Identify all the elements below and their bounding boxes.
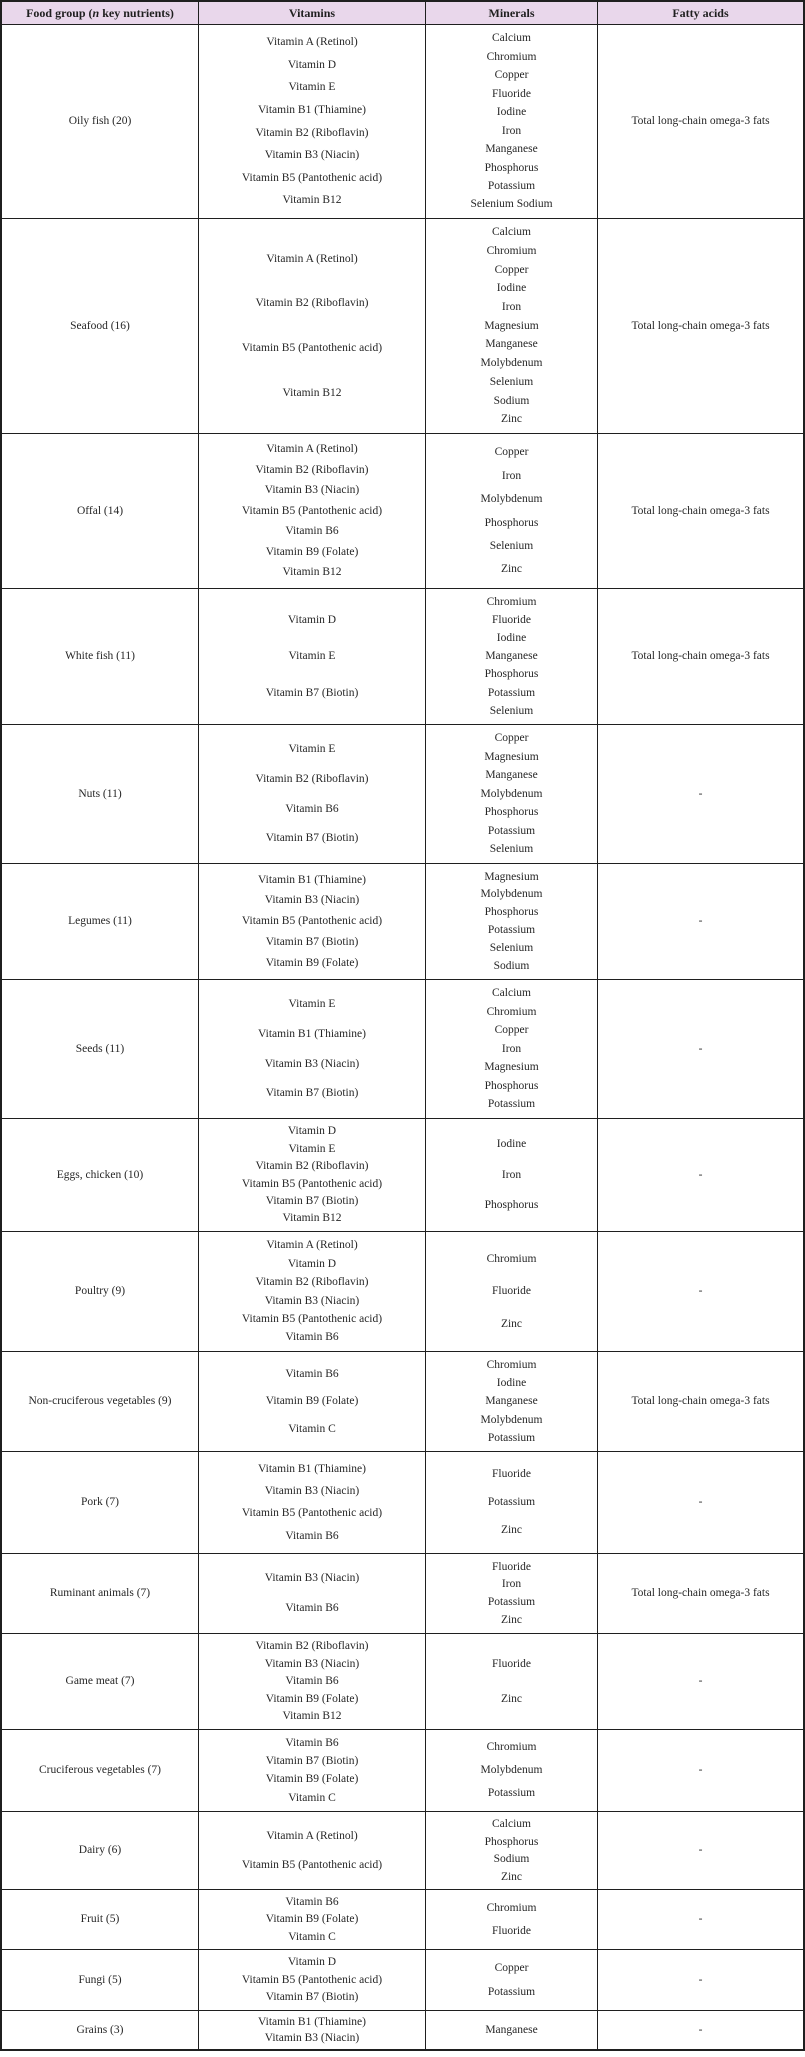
nutrient-item: Manganese [485, 1395, 538, 1408]
nutrient-item: Molybdenum [480, 888, 543, 901]
nutrient-item: Vitamin B9 (Folate) [265, 1773, 359, 1786]
nutrient-item: Vitamin B7 (Biotin) [265, 832, 359, 845]
nutrient-item: Molybdenum [480, 357, 543, 370]
nutrient-item: Calcium [492, 32, 531, 45]
nutrient-item: Vitamin B12 [282, 566, 342, 579]
nutrient-item: Potassium [487, 1098, 536, 1111]
nutrient-item: Sodium [493, 1853, 530, 1866]
nutrient-item: Iron [501, 1042, 522, 1055]
fatty-acids-value: - [698, 1844, 703, 1857]
nutrient-item: Chromium [486, 1358, 537, 1371]
table-row [2, 1889, 803, 1949]
cell-fatty-acids [597, 1634, 803, 1729]
nutrient-item: Zinc [500, 563, 523, 576]
nutrient-item: Vitamin E [288, 998, 336, 1011]
fatty-acids-value: - [698, 787, 703, 800]
fatty-acids-value: - [698, 1913, 703, 1926]
nutrient-item: Selenium [489, 375, 534, 388]
nutrient-item: Vitamin A (Retinol) [266, 1829, 358, 1842]
nutrient-item: Vitamin B6 [285, 1331, 339, 1344]
nutrient-item: Phosphorus [484, 1079, 539, 1092]
cell-food-group [2, 864, 198, 979]
cell-vitamins [198, 434, 425, 588]
cell-minerals [425, 1730, 597, 1811]
nutrient-item: Vitamin B6 [285, 1602, 339, 1615]
nutrient-item: Vitamin D [287, 1956, 337, 1969]
food-group-label: Legumes (11) [68, 915, 132, 928]
food-group-label: White fish (11) [65, 650, 135, 663]
cell-fatty-acids [597, 1730, 803, 1811]
nutrient-item: Vitamin B2 (Riboflavin) [255, 126, 369, 139]
cell-food-group [2, 1452, 198, 1553]
nutrient-item: Vitamin D [287, 58, 337, 71]
food-group-label: Game meat (7) [65, 1675, 135, 1688]
column-header-food-group [2, 2, 198, 24]
nutrient-item: Magnesium [484, 319, 539, 332]
cell-food-group [2, 1812, 198, 1889]
nutrient-item: Chromium [486, 1901, 537, 1914]
nutrient-item: Potassium [487, 1431, 536, 1444]
table-row [2, 1118, 803, 1231]
cell-minerals [425, 219, 597, 433]
nutrient-item: Vitamin B1 (Thiamine) [258, 873, 366, 886]
cell-fatty-acids [597, 1890, 803, 1949]
cell-vitamins [198, 589, 425, 724]
nutrient-item: Vitamin B5 (Pantothenic acid) [241, 1312, 383, 1325]
food-group-label: Ruminant animals (7) [49, 1587, 151, 1600]
column-header-vitamins-label: Vitamins [288, 5, 336, 20]
cell-minerals [425, 1452, 597, 1553]
nutrient-item: Potassium [487, 179, 536, 192]
nutrient-item: Selenium [489, 942, 534, 955]
table-row [2, 1633, 803, 1729]
nutrient-item: Phosphorus [484, 516, 539, 529]
cell-fatty-acids [597, 219, 803, 433]
cell-minerals [425, 589, 597, 724]
cell-fatty-acids [597, 1554, 803, 1633]
cell-food-group [2, 1634, 198, 1729]
nutrient-item: Manganese [485, 769, 538, 782]
cell-fatty-acids [597, 1812, 803, 1889]
cell-minerals [425, 1634, 597, 1729]
nutrient-item: Vitamin C [288, 1930, 336, 1943]
column-header-fatty-acids [597, 2, 803, 24]
nutrient-item: Vitamin B3 (Niacin) [264, 484, 360, 497]
fatty-acids-value: Total long-chain omega-3 fats [631, 504, 770, 517]
nutrient-item: Vitamin B9 (Folate) [265, 545, 359, 558]
nutrient-item: Molybdenum [480, 1413, 543, 1426]
nutrient-item: Sodium [493, 960, 530, 973]
fatty-acids-value: Total long-chain omega-3 fats [631, 1587, 770, 1600]
nutrient-item: Potassium [487, 1596, 536, 1609]
column-header-fatty-acids-label: Fatty acids [672, 5, 729, 20]
food-group-label: Non-cruciferous vegetables (9) [28, 1395, 172, 1408]
nutrient-item: Vitamin B12 [282, 1710, 342, 1723]
nutrient-item: Iodine [496, 1377, 527, 1390]
food-group-label: Dairy (6) [78, 1844, 122, 1857]
nutrient-item: Vitamin B1 (Thiamine) [258, 1462, 366, 1475]
fatty-acids-value: Total long-chain omega-3 fats [631, 1395, 770, 1408]
nutrient-item: Copper [494, 1962, 529, 1975]
nutrient-item: Molybdenum [480, 493, 543, 506]
cell-minerals [425, 864, 597, 979]
cell-food-group [2, 434, 198, 588]
cell-minerals [425, 1119, 597, 1231]
nutrient-item: Vitamin B9 (Folate) [265, 1913, 359, 1926]
food-group-label: Fruit (5) [80, 1913, 120, 1926]
cell-food-group [2, 1730, 198, 1811]
nutrient-item: Vitamin A (Retinol) [266, 443, 358, 456]
nutrient-item: Vitamin B5 (Pantothenic acid) [241, 915, 383, 928]
cell-minerals [425, 725, 597, 863]
nutrient-item: Phosphorus [484, 161, 539, 174]
cell-fatty-acids [597, 1119, 803, 1231]
nutrient-item: Vitamin B5 (Pantothenic acid) [241, 504, 383, 517]
nutrient-item: Vitamin B12 [282, 387, 342, 400]
nutrient-item: Manganese [485, 338, 538, 351]
cell-food-group [2, 725, 198, 863]
fatty-acids-value: - [698, 1675, 703, 1688]
food-group-label: Grains (3) [76, 2023, 124, 2036]
nutrient-item: Vitamin B3 (Niacin) [264, 149, 360, 162]
column-header-food-group-label: Food group (n key nutrients) [26, 5, 174, 20]
nutrient-item: Phosphorus [484, 1835, 539, 1848]
nutrient-item: Vitamin A (Retinol) [266, 1239, 358, 1252]
cell-food-group [2, 1890, 198, 1949]
nutrient-item: Vitamin B1 (Thiamine) [258, 1027, 366, 1040]
fatty-acids-value: - [698, 1168, 703, 1181]
cell-fatty-acids [597, 725, 803, 863]
fatty-acids-value: - [698, 1042, 703, 1055]
nutrient-item: Zinc [500, 1317, 523, 1330]
nutrient-item: Chromium [486, 245, 537, 257]
table-row [2, 433, 803, 588]
nutrient-item: Manganese [485, 143, 538, 156]
nutrient-item: Iodine [496, 106, 527, 119]
nutrient-item: Fluoride [492, 1285, 531, 1298]
nutrient-item: Vitamin B5 (Pantothenic acid) [241, 1858, 383, 1871]
cell-minerals [425, 2011, 597, 2049]
nutrient-item: Phosphorus [484, 1199, 539, 1212]
table-row [2, 24, 803, 218]
nutrient-item: Vitamin B2 (Riboflavin) [255, 1276, 369, 1289]
nutrient-item: Iron [501, 301, 522, 314]
nutrient-item: Vitamin E [288, 1142, 336, 1155]
nutrient-item: Vitamin D [287, 613, 337, 626]
nutrient-item: Vitamin E [288, 81, 336, 94]
column-header-minerals [425, 2, 597, 24]
nutrient-item: Vitamin E [288, 650, 336, 663]
cell-vitamins [198, 1634, 425, 1729]
nutrient-item: Vitamin B3 (Niacin) [264, 1485, 360, 1498]
nutrient-item: Vitamin B2 (Riboflavin) [255, 1160, 369, 1173]
cell-fatty-acids [597, 1950, 803, 2010]
nutrient-item: Calcium [492, 1818, 531, 1831]
cell-food-group [2, 25, 198, 218]
nutrient-item: Potassium [487, 1787, 536, 1800]
food-group-label: Cruciferous vegetables (7) [39, 1764, 161, 1777]
nutrient-item: Vitamin B3 (Niacin) [264, 1294, 360, 1307]
nutrient-item: Zinc [500, 1692, 523, 1705]
nutrient-item: Zinc [500, 1614, 523, 1627]
nutrient-item: Vitamin B5 (Pantothenic acid) [241, 342, 383, 355]
cell-vitamins [198, 1890, 425, 1949]
nutrient-item: Selenium [489, 843, 534, 856]
nutrient-item: Phosphorus [484, 668, 539, 681]
nutrient-item: Vitamin B12 [282, 194, 342, 207]
nutrient-item: Vitamin B6 [285, 1529, 339, 1542]
nutrient-item: Iodine [496, 1138, 527, 1151]
cell-vitamins [198, 1119, 425, 1231]
cell-vitamins [198, 1452, 425, 1553]
cell-vitamins [198, 1730, 425, 1811]
cell-fatty-acids [597, 589, 803, 724]
fatty-acids-value: Total long-chain omega-3 fats [631, 650, 770, 663]
cell-fatty-acids [597, 434, 803, 588]
cell-fatty-acids [597, 864, 803, 979]
cell-food-group [2, 1119, 198, 1231]
nutrient-item: Chromium [486, 595, 537, 608]
column-header-minerals-label: Minerals [488, 5, 535, 20]
nutrient-item: Vitamin B12 [282, 1212, 342, 1225]
cell-food-group [2, 1950, 198, 2010]
nutrient-item: Vitamin B5 (Pantothenic acid) [241, 1507, 383, 1520]
nutrient-item: Manganese [485, 2023, 538, 2036]
cell-fatty-acids [597, 980, 803, 1118]
nutrient-item: Vitamin B6 [285, 1895, 339, 1908]
table-header-row [2, 2, 803, 24]
nutrient-item: Vitamin B6 [285, 1675, 339, 1688]
nutrient-item: Phosphorus [484, 906, 539, 919]
cell-fatty-acids [597, 1232, 803, 1351]
nutrient-item: Iodine [496, 282, 527, 295]
nutrient-item: Molybdenum [480, 1764, 543, 1777]
nutrient-item: Potassium [487, 924, 536, 937]
nutrient-item: Vitamin B6 [285, 1736, 339, 1749]
nutrient-item: Zinc [500, 1870, 523, 1883]
fatty-acids-value: - [698, 1764, 703, 1777]
nutrient-item: Vitamin B7 (Biotin) [265, 686, 359, 699]
nutrient-item: Vitamin B7 (Biotin) [265, 1755, 359, 1768]
table-row [2, 1811, 803, 1889]
nutrient-item: Selenium [489, 704, 534, 717]
cell-food-group [2, 1554, 198, 1633]
cell-fatty-acids [597, 25, 803, 218]
cell-food-group [2, 1232, 198, 1351]
nutrient-item: Fluoride [492, 613, 531, 626]
fatty-acids-value: - [698, 1285, 703, 1298]
nutrient-item: Fluoride [492, 1468, 531, 1481]
nutrient-item: Vitamin B2 (Riboflavin) [255, 463, 369, 476]
nutrient-item: Vitamin B7 (Biotin) [265, 1194, 359, 1207]
table-row [2, 724, 803, 863]
nutrient-item: Vitamin B5 (Pantothenic acid) [241, 171, 383, 184]
cell-minerals [425, 1352, 597, 1451]
cell-vitamins [198, 1554, 425, 1633]
nutrient-item: Copper [494, 446, 529, 459]
cell-minerals [425, 25, 597, 218]
nutrient-item: Vitamin B9 (Folate) [265, 1692, 359, 1705]
cell-vitamins [198, 1352, 425, 1451]
nutrient-item: Vitamin B5 (Pantothenic acid) [241, 1973, 383, 1986]
nutrient-item: Manganese [485, 650, 538, 663]
nutrient-item: Zinc [500, 1524, 523, 1537]
cell-food-group [2, 219, 198, 433]
nutrient-item: Vitamin B7 (Biotin) [265, 1087, 359, 1100]
nutrient-item: Vitamin B1 (Thiamine) [258, 2015, 366, 2028]
nutrient-item: Vitamin E [288, 743, 336, 756]
nutrient-item: Vitamin B2 (Riboflavin) [255, 1640, 369, 1653]
nutrient-item: Vitamin B3 (Niacin) [264, 1572, 360, 1585]
nutrient-item: Chromium [486, 1005, 537, 1018]
nutrient-item: Potassium [487, 824, 536, 837]
nutrient-item: Magnesium [484, 870, 539, 883]
nutrient-item: Copper [494, 69, 529, 82]
fatty-acids-value: - [698, 2023, 703, 2036]
nutrient-item: Iron [501, 469, 522, 482]
table-row [2, 1949, 803, 2010]
nutrient-item: Magnesium [484, 1061, 539, 1074]
nutrient-item: Vitamin B2 (Riboflavin) [255, 297, 369, 310]
nutrient-item: Vitamin B7 (Biotin) [265, 936, 359, 949]
nutrient-item: Vitamin B2 (Riboflavin) [255, 772, 369, 785]
food-group-label: Eggs, chicken (10) [56, 1168, 144, 1181]
food-group-label: Poultry (9) [74, 1285, 126, 1298]
fatty-acids-value: - [698, 1496, 703, 1509]
fatty-acids-value: Total long-chain omega-3 fats [631, 319, 770, 332]
table-row [2, 1451, 803, 1553]
food-group-label: Offal (14) [76, 504, 124, 517]
fatty-acids-value: Total long-chain omega-3 fats [631, 115, 770, 128]
cell-vitamins [198, 1812, 425, 1889]
food-group-label: Nuts (11) [78, 787, 122, 800]
table-row [2, 2010, 803, 2049]
cell-vitamins [198, 1232, 425, 1351]
nutrient-item: Vitamin B3 (Niacin) [264, 894, 360, 907]
table-row [2, 1729, 803, 1811]
cell-vitamins [198, 980, 425, 1118]
cell-minerals [425, 1890, 597, 1949]
nutrient-item: Zinc [500, 413, 523, 426]
nutrient-item: Fluoride [492, 1560, 531, 1573]
nutrient-item: Vitamin B1 (Thiamine) [258, 104, 366, 116]
nutrient-item: Copper [494, 263, 529, 276]
cell-vitamins [198, 25, 425, 218]
nutrient-item: Vitamin D [287, 1257, 337, 1270]
cell-food-group [2, 1352, 198, 1451]
nutrient-item: Vitamin B9 (Folate) [265, 1395, 359, 1408]
nutrient-item: Calcium [492, 987, 531, 1000]
table-row [2, 863, 803, 979]
nutrient-item: Sodium [493, 394, 530, 407]
nutrient-item: Magnesium [484, 750, 539, 763]
cell-fatty-acids [597, 1352, 803, 1451]
nutrient-item: Vitamin B3 (Niacin) [264, 1657, 360, 1670]
food-group-label: Seeds (11) [75, 1042, 125, 1055]
fatty-acids-value: - [698, 1973, 703, 1986]
table-row [2, 1553, 803, 1633]
nutrient-item: Vitamin B6 [285, 1367, 339, 1380]
nutrient-item: Vitamin B3 (Niacin) [264, 1057, 360, 1070]
cell-fatty-acids [597, 2011, 803, 2049]
nutrient-item: Copper [494, 732, 529, 745]
nutrient-item: Vitamin D [287, 1125, 337, 1138]
food-group-label: Seafood (16) [70, 319, 130, 332]
nutrient-item: Potassium [487, 686, 536, 699]
nutrient-item: Calcium [492, 226, 531, 239]
nutrient-item: Fluoride [492, 87, 531, 100]
nutrient-item: Vitamin A (Retinol) [266, 36, 358, 49]
nutrient-item: Vitamin B7 (Biotin) [265, 1991, 359, 2004]
table-row [2, 1231, 803, 1351]
column-header-vitamins [198, 2, 425, 24]
nutrient-item: Vitamin B6 [285, 802, 339, 815]
nutrient-item: Vitamin B9 (Folate) [265, 957, 359, 970]
cell-vitamins [198, 725, 425, 863]
nutrient-item: Molybdenum [480, 787, 543, 800]
nutrient-item: Iron [501, 1578, 522, 1591]
nutrient-item: Chromium [486, 50, 537, 63]
nutrient-item: Fluoride [492, 1924, 531, 1937]
nutrient-item: Selenium Sodium [470, 198, 553, 211]
cell-vitamins [198, 864, 425, 979]
nutrient-item: Vitamin A (Retinol) [266, 252, 358, 265]
cell-minerals [425, 1554, 597, 1633]
table-row [2, 979, 803, 1118]
nutrient-item: Copper [494, 1024, 529, 1037]
cell-minerals [425, 1232, 597, 1351]
fatty-acids-value: - [698, 915, 703, 928]
cell-food-group [2, 980, 198, 1118]
nutrient-item: Vitamin B3 (Niacin) [264, 2031, 360, 2044]
nutrient-item: Vitamin B5 (Pantothenic acid) [241, 1177, 383, 1190]
table-row [2, 1351, 803, 1451]
nutrient-item: Vitamin B6 [285, 525, 339, 538]
nutrient-item: Vitamin C [288, 1791, 336, 1804]
cell-vitamins [198, 2011, 425, 2049]
nutrient-item: Chromium [486, 1741, 537, 1754]
cell-minerals [425, 980, 597, 1118]
nutrient-item: Iodine [496, 632, 527, 645]
table-row [2, 218, 803, 433]
cell-minerals [425, 434, 597, 588]
food-group-label: Fungi (5) [78, 1973, 122, 1986]
nutrient-item: Phosphorus [484, 806, 539, 819]
table-row [2, 588, 803, 724]
food-group-label: Oily fish (20) [68, 115, 132, 128]
cell-vitamins [198, 1950, 425, 2010]
table-body [2, 24, 803, 2049]
nutrient-item: Iron [501, 1168, 522, 1181]
italic-n: n [92, 5, 100, 20]
cell-minerals [425, 1812, 597, 1889]
nutrient-item: Vitamin C [288, 1422, 336, 1435]
cell-food-group [2, 589, 198, 724]
cell-vitamins [198, 219, 425, 433]
nutrient-item: Iron [501, 124, 522, 137]
nutrient-item: Chromium [486, 1252, 537, 1265]
cell-food-group [2, 2011, 198, 2049]
nutrient-item: Fluoride [492, 1657, 531, 1670]
cell-minerals [425, 1950, 597, 2010]
nutrient-item: Selenium [489, 539, 534, 552]
food-group-label: Pork (7) [80, 1496, 119, 1509]
nutrient-item: Potassium [487, 1496, 536, 1509]
nutrient-item: Potassium [487, 1985, 536, 1998]
cell-fatty-acids [597, 1452, 803, 1553]
